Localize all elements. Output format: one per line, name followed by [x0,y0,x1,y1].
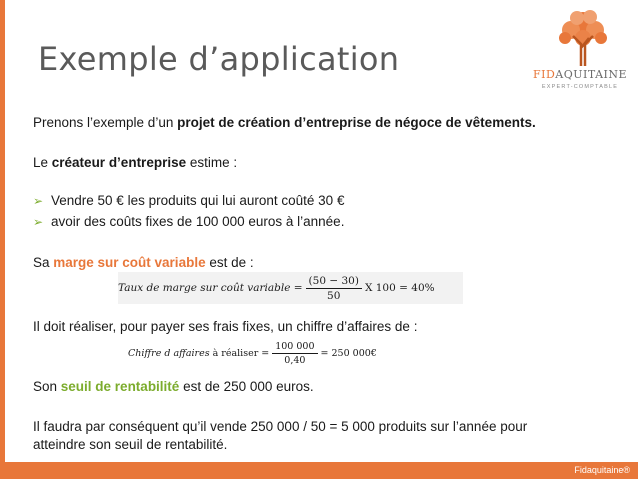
arrow-bullet-icon: ➢ [33,194,44,208]
formula-denominator: 0,40 [284,354,306,366]
conclusion-line: Il faudra par conséquent qu’il vende 250 000 / 50 = 5 000 produits sur l’année pour [33,419,528,434]
conclusion-line: atteindre son seuil de rentabilité. [33,437,228,452]
margin-highlight: marge sur coût variable [53,255,206,270]
page-title: Exemple d’application [38,40,400,78]
formula-result: X 100 = 40% [364,282,435,294]
margin-suffix: est de : [205,255,254,270]
left-accent-bar [0,0,5,479]
formula-label-suffix: à réaliser = [212,347,270,359]
formula-denominator: 50 [327,289,341,302]
logo-name-aquitaine: AQUITAINE [555,68,628,81]
logo-name [527,68,633,81]
formula-fraction [272,341,317,366]
threshold-suffix: est de 250 000 euros. [179,379,314,394]
creator-prefix: Le [33,155,52,170]
threshold-highlight: seuil de rentabilité [60,379,180,394]
threshold-line [33,379,314,394]
margin-prefix: Sa [33,255,54,270]
formula-numerator: 100 000 [272,341,317,354]
creator-suffix: estime : [186,155,238,170]
formula-result: = 250 000€ [320,347,377,359]
intro-prefix: Prenons l’exemple d’un [33,115,178,130]
formula-fraction [306,275,362,302]
threshold-prefix: Son [33,379,61,394]
formula-label: Taux de marge sur coût variable = [118,282,303,294]
margin-line [33,255,254,270]
bullet-item [33,193,344,208]
bullet-item [33,214,344,229]
intro-bold: projet de création d’entreprise de négoce de vêtements. [177,115,536,130]
bullet-text: Vendre 50 € les produits qui lui auront coûté 30 € [51,193,345,208]
footer-brand: Fidaquitaine® [574,465,630,475]
logo-name-fid: FID [532,68,556,81]
arrow-bullet-icon: ➢ [33,215,44,229]
logo-subtitle: EXPERT-COMPTABLE [541,84,619,90]
formula-label: Chiffre d affaires [128,347,210,359]
creator-line [33,155,237,170]
creator-bold: créateur d’entreprise [51,155,187,170]
fidaquitaine-logo [527,8,633,98]
revenue-line: Il doit réaliser, pour payer ses frais fixes, un chiffre d’affaires de : [33,319,418,334]
margin-rate-formula [118,272,463,304]
bullet-text: avoir des coûts fixes de 100 000 euros à l’année. [51,214,345,229]
formula-numerator: (50 − 30) [306,275,362,289]
intro-line [33,115,536,130]
tree-icon [557,8,609,66]
revenue-formula [128,337,418,369]
footer-bar [0,462,638,479]
